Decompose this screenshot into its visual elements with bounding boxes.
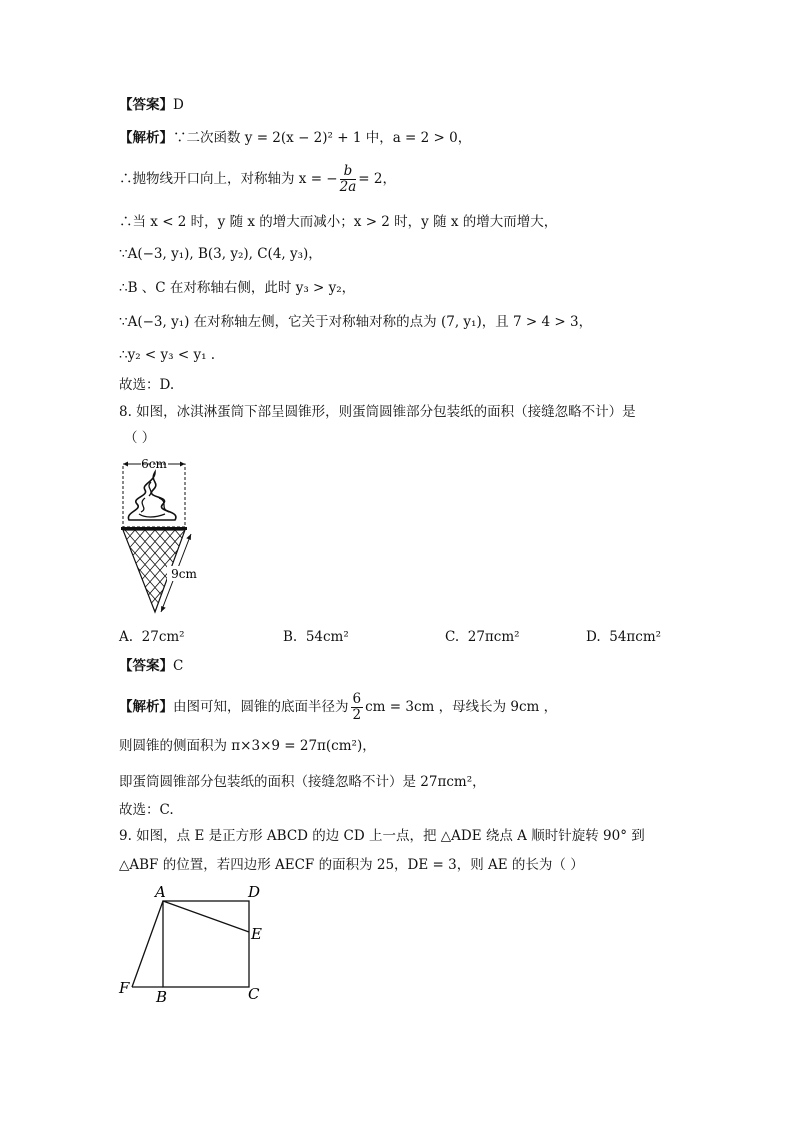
q8-analysis-line3: 即蛋筒圆锥部分包装纸的面积（接缝忽略不计）是 27πcm²， [119,774,486,790]
option-value: 54πcm² [609,629,662,645]
analysis-tag: 【解析】 [119,130,173,146]
option-value: 54cm² [305,629,349,645]
answer-value: C [173,658,184,674]
option-label: B. [283,629,298,645]
q7-analysis-line2 [119,164,396,195]
ice-cream-figure [115,452,205,618]
option-label: C. [445,629,460,645]
ice-cream-swirl [128,472,175,520]
q9-stem-line1: 9. 如图，点 E 是正方形 ABCD 的边 CD 上一点，把 △ADE 绕点 A 顺时针旋转 90° 到 [119,828,645,844]
fraction-numerator: b [340,164,357,180]
q8-conclusion: 故选：C. [119,802,174,818]
fraction [340,164,357,195]
width-label: 6cm [141,457,167,471]
q7-conclusion: 故选：D. [119,377,175,393]
q8-paren: （ ） [124,430,156,446]
q8-stem: 8. 如图，冰淇淋蛋筒下部呈圆锥形，则蛋筒圆锥部分包装纸的面积（接缝忽略不计）是 [119,404,636,420]
fraction-numerator: 6 [352,691,362,707]
analysis-text: 由图可知，圆锥的底面半径为 [173,699,349,715]
q7-analysis-line6: ∵A(−3, y₁) 在对称轴左侧，它关于对称轴对称的点为 (7, y₁)，且 7 > 4 > 3， [119,314,593,330]
point-e-label: E [251,925,262,943]
q7-analysis-line1 [119,128,471,148]
point-a-label: A [155,883,166,901]
option-value: 27πcm² [467,629,520,645]
analysis-tag: 【解析】 [119,699,173,715]
q8-answer [119,656,183,676]
fraction-denominator: 2 [352,707,362,723]
slant-label: 9cm [171,567,197,581]
point-c-label: C [248,985,260,1003]
q7-analysis-line7: ∴y₂ < y₃ < y₁ . [119,347,216,363]
arrow-down-icon [161,606,166,612]
point-f-label: F [119,979,130,997]
point-b-label: B [156,988,168,1006]
q7-answer [119,95,184,115]
option-label: A. [119,629,134,645]
arrow-up-icon [186,534,191,540]
q9-stem-line2: △ABF 的位置，若四边形 AECF 的面积为 25，DE = 3，则 AE 的长为（ ） [119,857,584,873]
square-abcd [163,901,249,987]
analysis-text: ∴抛物线开口向上，对称轴为 x = − [119,171,338,187]
square-figure [115,880,275,1010]
q8-analysis-line1 [119,692,557,723]
option-label: D. [586,629,601,645]
q7-analysis-line5: ∴B 、C 在对称轴右侧，此时 y₃ > y₂， [119,280,356,296]
analysis-text: cm = 3cm ，母线长为 9cm ， [365,699,558,715]
option-b [283,627,349,647]
option-value: 27cm² [141,629,185,645]
fraction-denominator: 2a [339,179,357,195]
q7-analysis-line4: ∵A(−3, y₁), B(3, y₂), C(4, y₃)， [119,246,322,262]
point-d-label: D [248,883,261,901]
q8-analysis-line2: 则圆锥的侧面积为 π×3×9 = 27π(cm²)， [119,738,376,754]
option-a [119,627,185,647]
option-c [445,627,520,647]
answer-tag: 【答案】 [119,97,173,113]
fraction [351,692,364,723]
answer-value: D [173,97,184,113]
segment-af [132,901,163,987]
option-d [586,627,661,647]
q7-analysis-line3: ∴当 x < 2 时，y 随 x 的增大而减小；x > 2 时，y 随 x 的增大而增大， [119,214,558,230]
analysis-text: ∵二次函数 y = 2(x − 2)² + 1 中，a = 2 > 0， [173,130,472,146]
analysis-text: = 2， [358,171,396,187]
answer-tag: 【答案】 [119,658,173,674]
segment-ae [163,901,249,932]
